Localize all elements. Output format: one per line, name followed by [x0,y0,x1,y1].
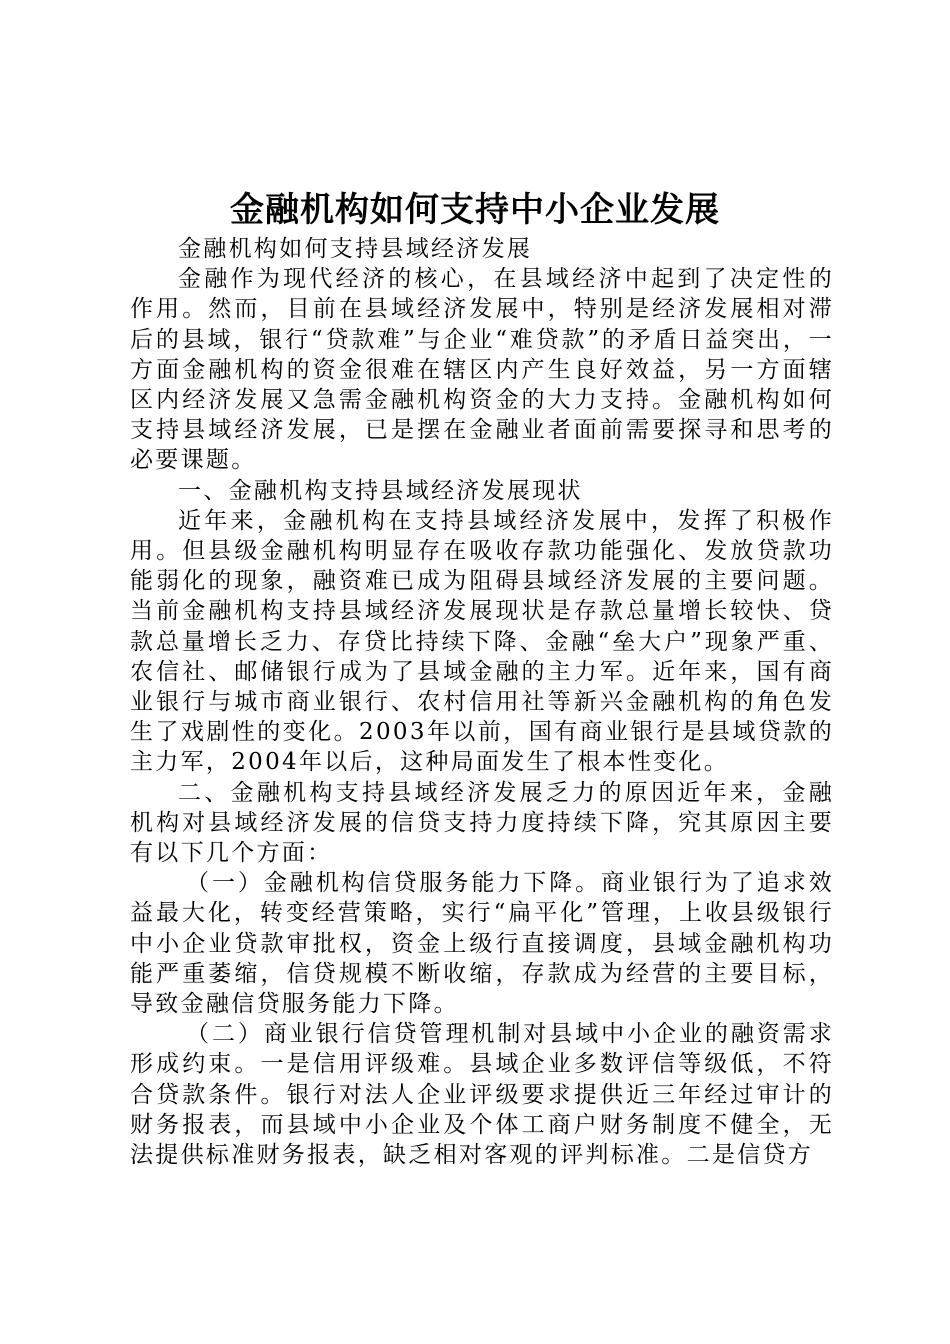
document-title: 金融机构如何支持中小企业发展 [230,190,720,230]
section-heading: 一、金融机构支持县域经济发展现状 [178,477,583,504]
sub-item-paragraph: （一）金融机构信贷服务能力下降。商业银行为了追求效益最大化，转变经营策略，实行“扁平化”管理，上收县级银行中小企业贷款审批权，资金上级行直接调度，县域金融机构功能严重萎缩，信贷规模不断收缩，存款成为经营的主要目标，导致金融信贷服务能力下降。 [130,870,834,1018]
document-body [130,234,834,1170]
body-paragraph: 金融作为现代经济的核心，在县域经济中起到了决定性的作用。然而，目前在县域经济发展中，特别是经济发展相对滞后的县域，银行“贷款难”与企业“难贷款”的矛盾日益突出，一方面金融机构的资金很难在辖区内产生良好效益，另一方面辖区内经济发展又急需金融机构资金的大力支持。金融机构如何支持县域经济发展，已是摆在金融业者面前需要探寻和思考的必要课题。 [130,266,834,474]
subtitle-paragraph: 金融机构如何支持县域经济发展 [178,236,533,262]
sub-item-paragraph: （二）商业银行信贷管理机制对县域中小企业的融资需求形成约束。一是信用评级难。县域企业多数评信等级低，不符合贷款条件。银行对法人企业评级要求提供近三年经过审计的财务报表，而县域中小企业及个体工商户财务制度不健全，无法提供标准财务报表，缺乏相对客观的评判标准。二是信贷方 [130,1021,834,1169]
section-heading: 二、金融机构支持县域经济发展乏力的原因近年来，金融机构对县域经济发展的信贷支持力度持续下降，究其原因主要有以下几个方面： [130,779,834,867]
body-paragraph: 近年来，金融机构在支持县域经济发展中，发挥了积极作用。但县级金融机构明显存在吸收存款功能强化、发放贷款功能弱化的现象，融资难已成为阻碍县域经济发展的主要问题。当前金融机构支持县域经济发展现状是存款总量增长较快、贷款总量增长乏力、存贷比持续下降、金融“垒大户”现象严重、农信社、邮储银行成为了县域金融的主力军。近年来，国有商业银行与城市商业银行、农村信用社等新兴金融机构的角色发生了戏剧性的变化。2003年以前，国有商业银行是县域贷款的主力军，2004年以后，这种局面发生了根本性变化。 [130,507,834,776]
